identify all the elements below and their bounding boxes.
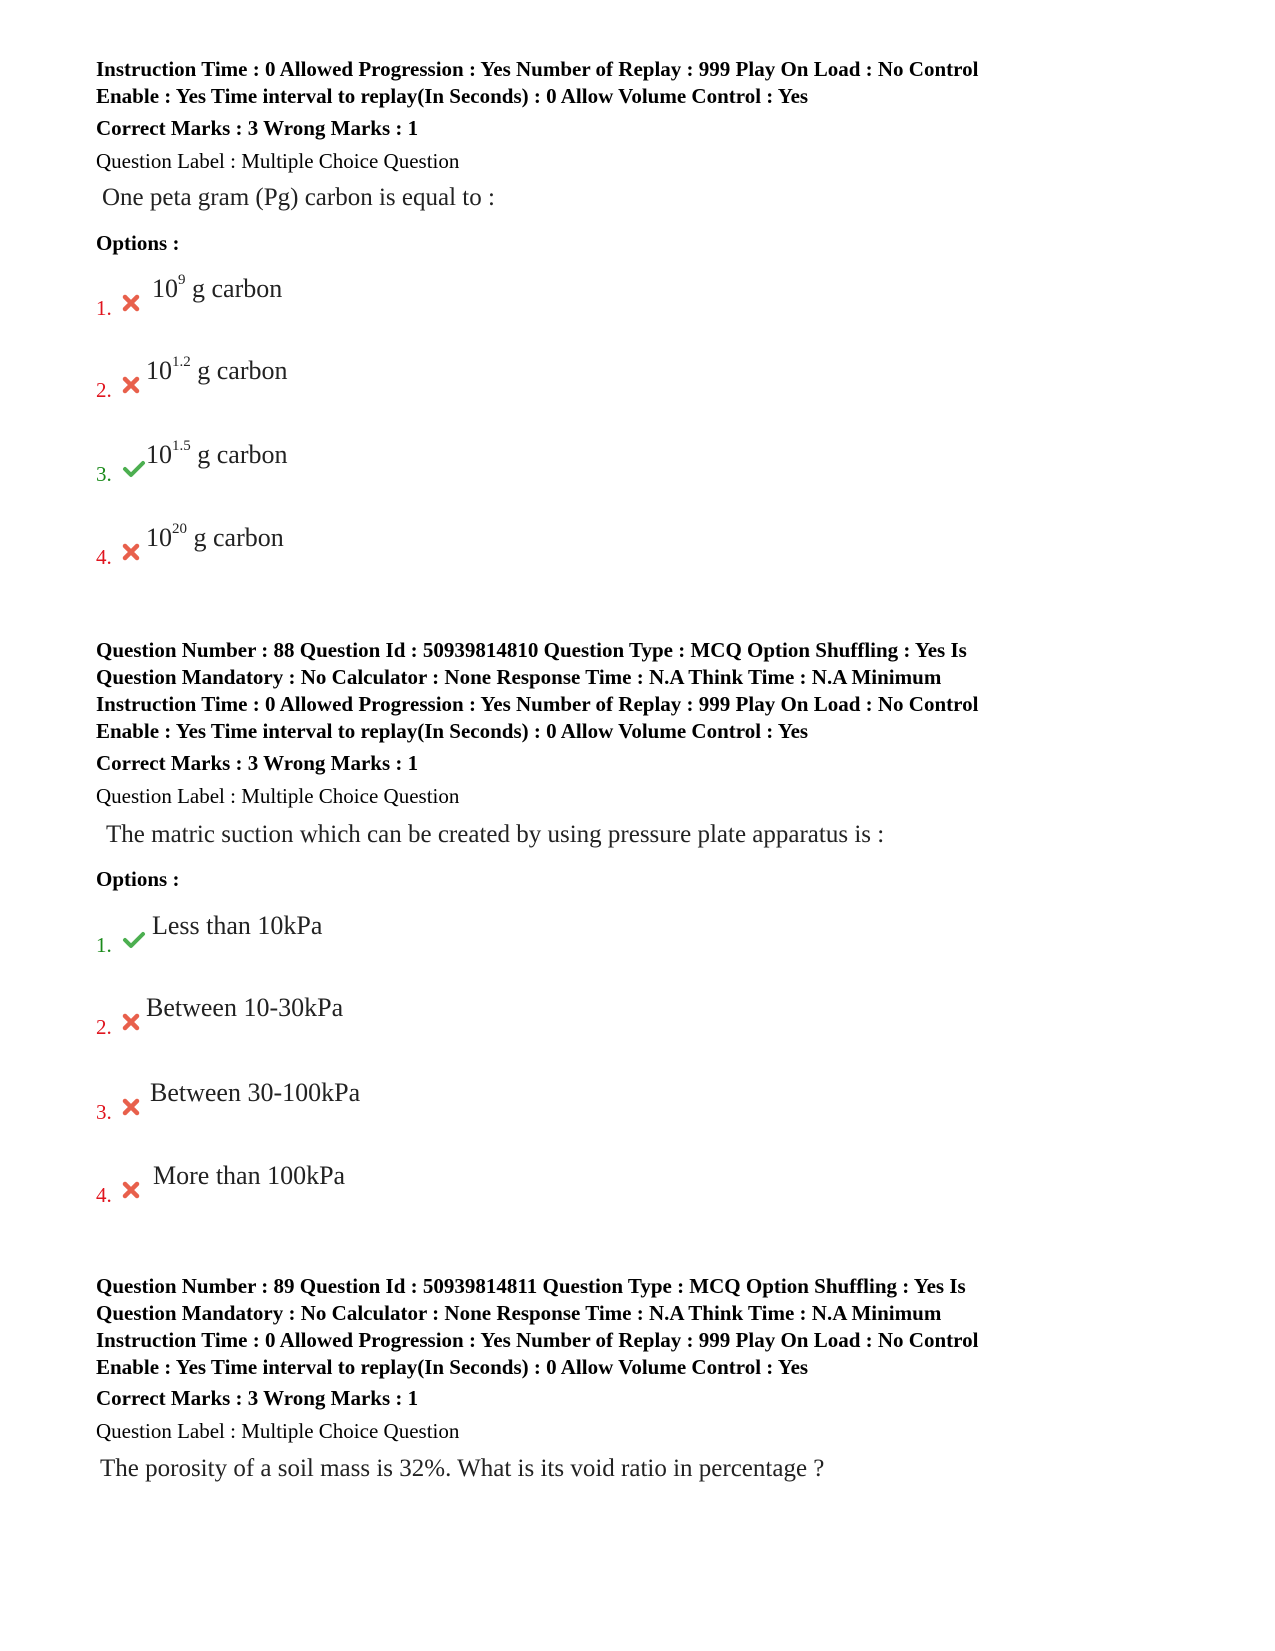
option-text — [146, 523, 284, 553]
option-text: Between 30-100kPa — [150, 1078, 361, 1107]
option-exponent: 1.5 — [172, 438, 191, 454]
option-number: 2. — [96, 378, 112, 402]
option-unit: g carbon — [190, 440, 288, 469]
meta-line: Question Number : 88 Question Id : 50939814810 Question Type : MCQ Option Shuffling : Yes Is — [96, 638, 967, 662]
meta-line: Question Mandatory : No Calculator : None Response Time : N.A Think Time : N.A Minimum — [96, 1301, 942, 1325]
options-heading: Options : — [96, 231, 180, 255]
option-number: 1. — [96, 933, 112, 957]
option-number: 3. — [96, 1100, 112, 1124]
question-meta — [96, 1273, 1216, 1381]
marks-info: Correct Marks : 3 Wrong Marks : 1 — [96, 1386, 419, 1410]
options-heading: Options : — [96, 867, 180, 891]
question-text: One peta gram (Pg) carbon is equal to : — [102, 184, 495, 211]
option-text — [146, 356, 288, 386]
option-exponent: 1.2 — [172, 354, 191, 370]
question-meta — [96, 56, 1216, 110]
option-text — [152, 274, 282, 304]
option-unit: g carbon — [185, 274, 283, 303]
option-text: More than 100kPa — [153, 1161, 346, 1190]
option-text: Between 10-30kPa — [146, 993, 344, 1022]
meta-line: Enable : Yes Time interval to replay(In Seconds) : 0 Allow Volume Control : Yes — [96, 1355, 809, 1379]
cross-icon — [122, 543, 140, 561]
cross-icon — [122, 1098, 140, 1116]
meta-line: Instruction Time : 0 Allowed Progression : Yes Number of Replay : 999 Play On Load : No Control — [96, 692, 979, 716]
option-number: 4. — [96, 1183, 112, 1207]
option-exponent: 9 — [178, 272, 186, 288]
option-unit: g carbon — [187, 523, 284, 552]
question-label: Question Label : Multiple Choice Question — [96, 149, 460, 173]
question-meta — [96, 637, 1216, 745]
option-base: 10 — [152, 274, 178, 303]
option-number: 2. — [96, 1015, 112, 1039]
check-icon — [122, 460, 140, 478]
cross-icon — [122, 1181, 140, 1199]
meta-line: Enable : Yes Time interval to replay(In Seconds) : 0 Allow Volume Control : Yes — [96, 719, 809, 743]
option-unit: g carbon — [190, 356, 288, 385]
option-base: 10 — [146, 356, 172, 385]
option-base: 10 — [146, 440, 172, 469]
marks-info: Correct Marks : 3 Wrong Marks : 1 — [96, 751, 419, 775]
option-number: 4. — [96, 545, 112, 569]
option-text: Less than 10kPa — [152, 911, 323, 940]
option-base: 10 — [146, 523, 172, 552]
option-number: 1. — [96, 296, 112, 320]
cross-icon — [122, 1013, 140, 1031]
meta-line: Question Number : 89 Question Id : 50939814811 Question Type : MCQ Option Shuffling : Yes Is — [96, 1274, 966, 1298]
option-text — [146, 440, 288, 470]
marks-info: Correct Marks : 3 Wrong Marks : 1 — [96, 116, 419, 140]
cross-icon — [122, 376, 140, 394]
option-number: 3. — [96, 462, 112, 486]
question-text: The porosity of a soil mass is 32%. What is its void ratio in percentage ? — [100, 1455, 825, 1482]
option-exponent: 20 — [172, 521, 187, 537]
question-label: Question Label : Multiple Choice Question — [96, 784, 460, 808]
cross-icon — [122, 294, 140, 312]
meta-line: Enable : Yes Time interval to replay(In Seconds) : 0 Allow Volume Control : Yes — [96, 84, 809, 108]
question-label: Question Label : Multiple Choice Question — [96, 1419, 460, 1443]
meta-line: Instruction Time : 0 Allowed Progression : Yes Number of Replay : 999 Play On Load : No Control — [96, 1328, 979, 1352]
question-text: The matric suction which can be created by using pressure plate apparatus is : — [106, 821, 885, 848]
check-icon — [122, 931, 140, 949]
meta-line: Instruction Time : 0 Allowed Progression : Yes Number of Replay : 999 Play On Load : No Control — [96, 57, 979, 81]
meta-line: Question Mandatory : No Calculator : None Response Time : N.A Think Time : N.A Minimum — [96, 665, 942, 689]
